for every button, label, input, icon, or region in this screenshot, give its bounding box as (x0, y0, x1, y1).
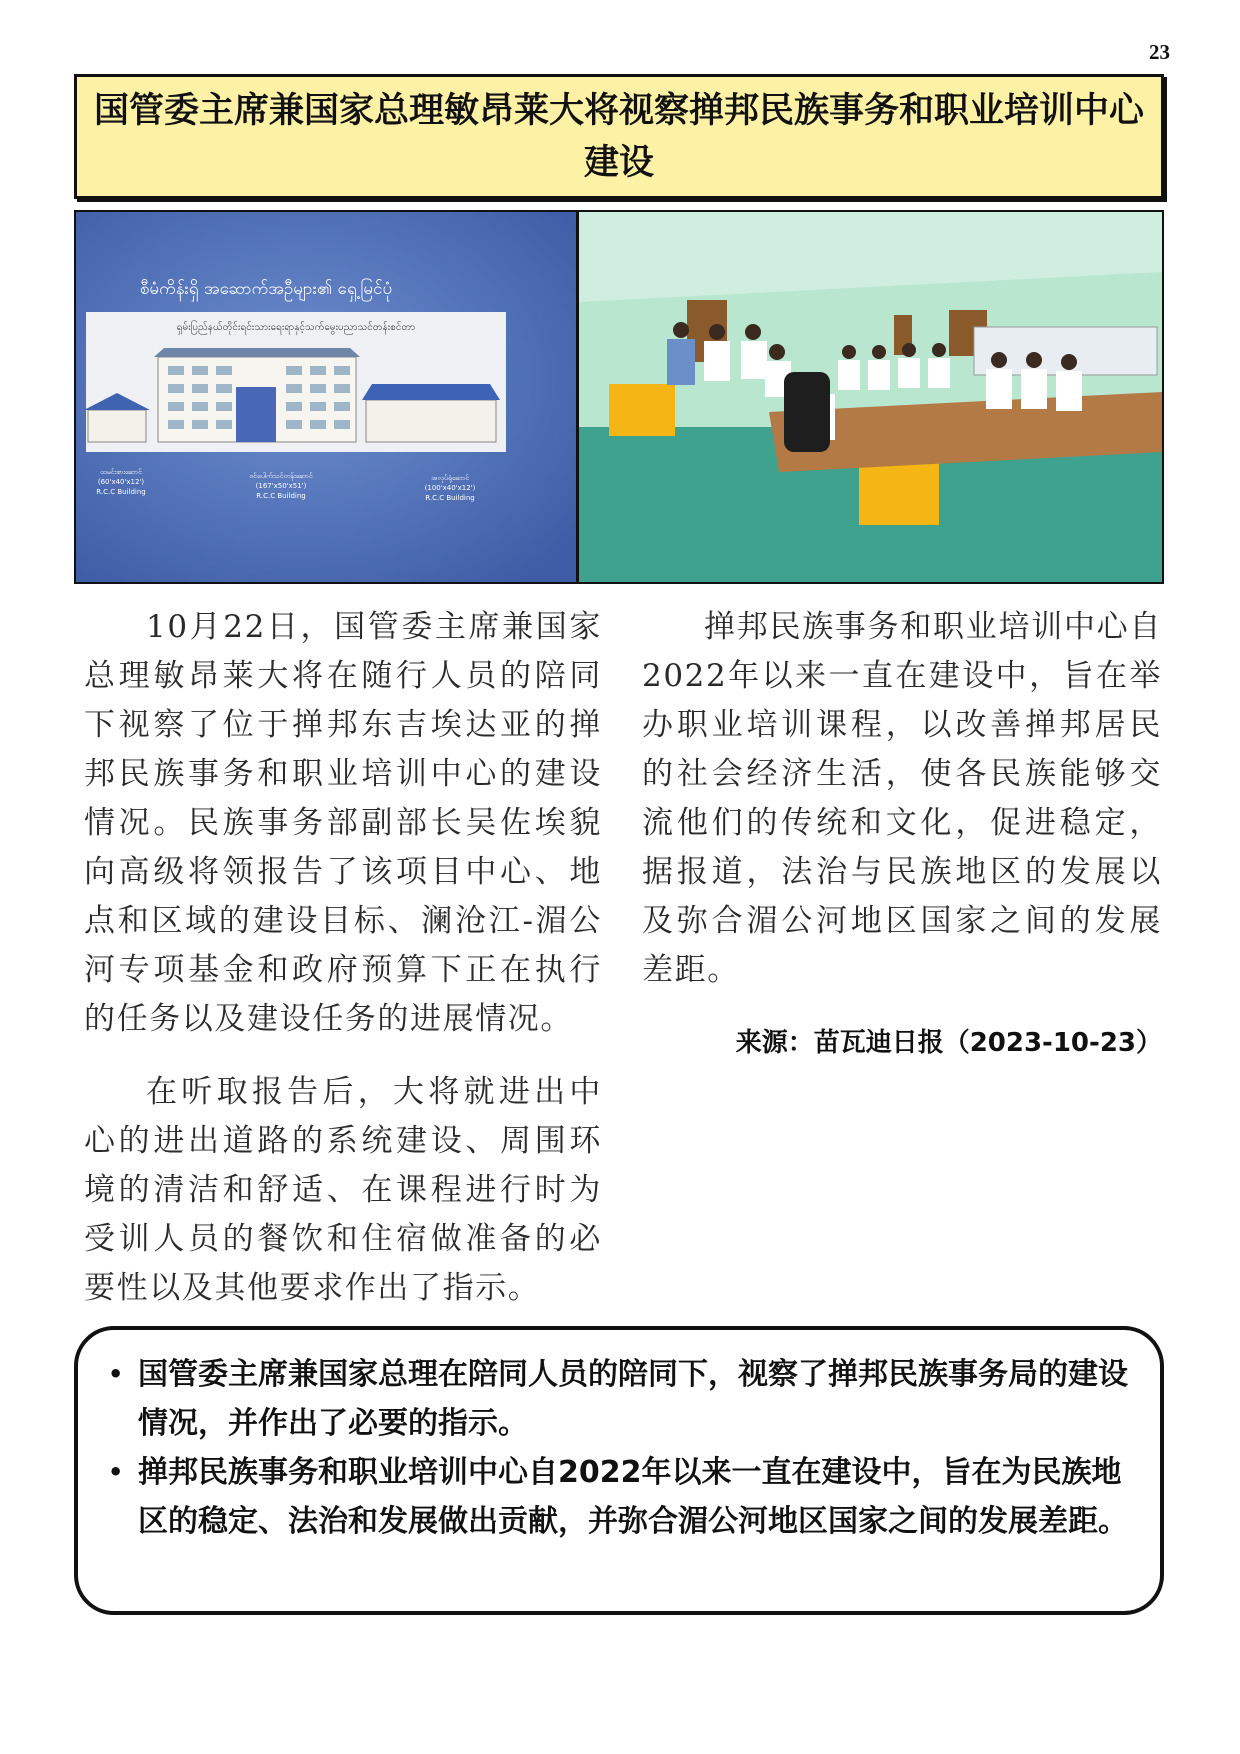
summary-list (108, 1350, 1130, 1546)
building-name: အလုပ်ရုံဆောင် (430, 474, 470, 482)
page-number: 23 (1149, 40, 1170, 64)
article-column-right (642, 603, 1162, 1068)
photo-strip (74, 210, 1164, 584)
building-size: (167'x50'x51') (255, 482, 307, 490)
article-paragraph: 在听取报告后，大将就进出中心的进出道路的系统建设、周围环境的清洁和舒适、在课程进行时为受训人员的餐饮和住宿做准备的必要性以及其他要求作出了指示。 (84, 1074, 602, 1306)
slide-heading: စီမံကိန်းရှိ အဆောက်အဦများ၏ ရှေ့မြင်ပုံ (139, 279, 393, 299)
article-paragraph: 10月22日，国管委主席兼国家总理敏昂莱大将在随行人员的陪同下视察了位于掸邦东吉埃达亚的掸邦民族事务和职业培训中心的建设情况。民族事务部副部长吴佐埃貌向高级将领报告了该项目中心、地点和区域的建设目标、澜沧江-湄公河专项基金和政府预算下正在执行的任务以及建设任务的进展情况。 (84, 609, 602, 1037)
slide-image (76, 212, 576, 582)
summary-item (108, 1448, 1130, 1546)
meeting-room-image (579, 212, 1162, 582)
slide-subheading: ရှမ်းပြည်နယ်တိုင်းရင်းသားရေးရာနှင့်သက်မွေးပညာသင်တန်းစင်တာ (176, 322, 416, 333)
summary-item-text: 国管委主席兼国家总理在陪同人员的陪同下，视察了掸邦民族事务局的建设情况，并作出了必要的指示。 (138, 1357, 1128, 1441)
photo-meeting-room (579, 212, 1162, 582)
summary-item (108, 1350, 1130, 1448)
source-citation: 来源：苗瓦迪日报（2023-10-23） (735, 1028, 1162, 1058)
building-name: ထမင်းစားဆောင် (99, 468, 143, 476)
building-type: R.C.C Building (96, 488, 146, 496)
bullet-icon: • (108, 1458, 124, 1486)
summary-box (74, 1326, 1164, 1615)
building-type: R.C.C Building (425, 494, 475, 502)
article-column-left (84, 603, 602, 1337)
summary-item-text: 掸邦民族事务和职业培训中心自2022年以来一直在建设中，旨在为民族地区的稳定、法治和发展做出贡献，并弥合湄公河地区国家之间的发展差距。 (138, 1455, 1128, 1539)
title-box (74, 74, 1164, 199)
building-name: ဝင်ပေါက်သင်တန်းဆောင် (249, 472, 313, 480)
building-type: R.C.C Building (256, 492, 306, 500)
building-size: (60'x40'x12') (97, 478, 145, 486)
article-title: 国管委主席兼国家总理敏昂莱大将视察掸邦民族事务和职业培训中心建设 (93, 90, 1144, 183)
building-size: (100'x40'x12') (424, 484, 476, 492)
photo-presentation-slide (76, 212, 576, 582)
bullet-icon: • (108, 1360, 124, 1388)
article-paragraph: 掸邦民族事务和职业培训中心自2022年以来一直在建设中，旨在举办职业培训课程，以改善掸邦居民的社会经济生活，使各民族能够交流他们的传统和文化，促进稳定，据报道，法治与民族地区的发展以及弥合湄公河地区国家之间的发展差距。 (642, 609, 1162, 988)
